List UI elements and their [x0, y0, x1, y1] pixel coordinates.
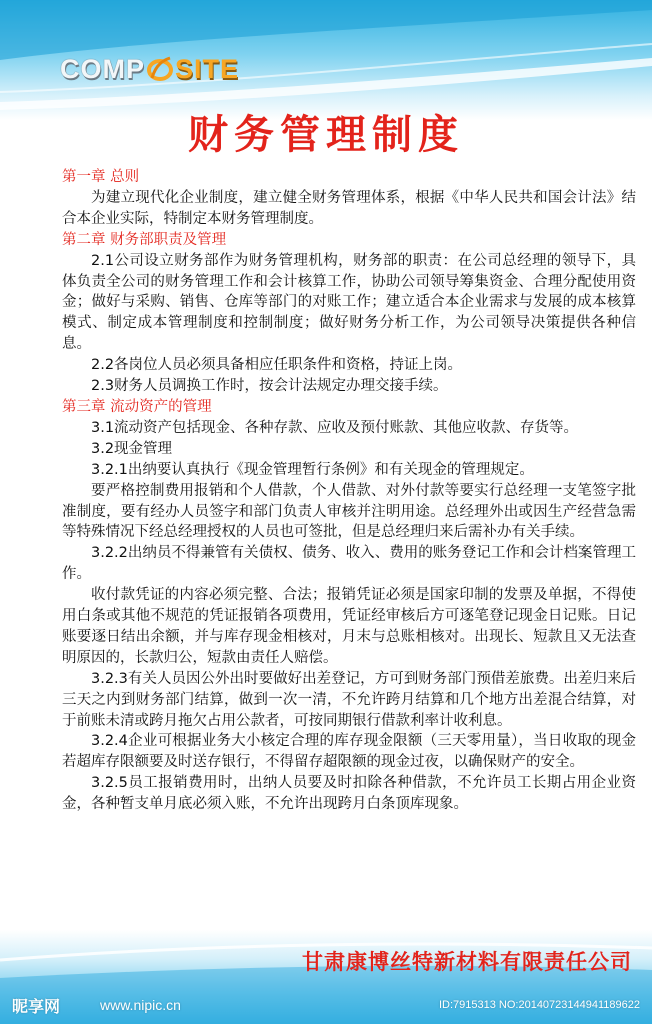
body-paragraph: 2.1公司设立财务部作为财务管理机构，财务部的职责：在公司总经理的领导下，具体负责全公司的财务管理工作和会计核算工作，协助公司领导筹集资金、合理分配使用资金；做好与采购、销售、仓库等部门的对账工作；建立适合本企业需求与发展的成本核算模式、制定成本管理制度和控制制度；做好财务分析工作，为公司领导决策提供各种信息。 [62, 252, 636, 353]
body-paragraph: 3.1流动资产包括现金、各种存款、应收及预付账款、其他应收款、存货等。 [91, 419, 579, 436]
body-paragraph: 3.2.3有关人员因公外出时要做好出差登记，方可到财务部门预借差旅费。出差归来后三天之内到财务部门结算，做到一次一清，不允许跨月结算和几个地方出差混合结算，对于前账未清或跨月拖欠占用公款者，可按同期银行借款利率计收利息。 [62, 670, 636, 729]
body-paragraph: 3.2现金管理 [91, 440, 173, 457]
chapter-heading: 第三章 流动资产的管理 [62, 398, 212, 415]
body-paragraph: 3.2.1出纳要认真执行《现金管理暂行条例》和有关现金的管理规定。 [91, 461, 534, 478]
body-paragraph: 要严格控制费用报销和个人借款，个人借款、对外付款等要实行总经理一支笔签字批准制度，要有经办人员签字和部门负责人审核并注明用途。总经理外出或因生产经营急需等特殊情况下经总经理授权的人员也可签批，但是总经理归来后需补办有关手续。 [62, 482, 636, 541]
chapter-heading: 第一章 总则 [62, 169, 140, 185]
body-paragraph: 为建立现代化企业制度，建立健全财务管理体系，根据《中华人民共和国会计法》结合本企业实际，特制定本财务管理制度。 [62, 189, 636, 227]
logo-text-left: COMP [60, 54, 145, 84]
body-paragraph: 收付款凭证的内容必须完整、合法；报销凭证必须是国家印制的发票及单据，不得使用白条或其他不规范的凭证报销各项费用，凭证经审核后方可逐笔登记现金日记账。日记账要逐日结出余额，并与库存现金相核对，月末与总账相核对。出现长、短款且又无法查明原因的，长款归公，短款由责任人赔偿。 [62, 587, 636, 666]
page-title: 财务管理制度 [188, 111, 464, 158]
document-body [62, 167, 636, 815]
body-paragraph: 2.2各岗位人员必须具备相应任职条件和资格，持证上岗。 [91, 357, 463, 374]
watermark-logo: 昵享网 [12, 997, 61, 1016]
chapter-heading: 第二章 财务部职责及管理 [62, 231, 227, 248]
logo-text-right: SITE [175, 54, 240, 84]
body-paragraph: 3.2.2出纳员不得兼管有关债权、债务、收入、费用的账务登记工作和会计档案管理工作。 [62, 545, 636, 583]
body-paragraph: 3.2.5员工报销费用时，出纳人员要及时扣除各种借款，不允许员工长期占用企业资金，各种暂支单月底必须入账，不允许出现跨月白条顶库现象。 [62, 775, 636, 813]
company-name: 甘肃康博丝特新材料有限责任公司 [302, 950, 632, 974]
body-paragraph: 3.2.4企业可根据业务大小核定合理的库存现金限额（三天零用量），当日收取的现金若超库存限额要及时送存银行，不得留存超限额的现金过夜，以确保财产的安全。 [62, 733, 636, 771]
watermark-id: ID:7915313 NO:20140723144941189622 [438, 999, 640, 1011]
composite-logo [60, 52, 239, 86]
logo-swirl-icon [146, 54, 174, 84]
body-paragraph: 2.3财务人员调换工作时，按会计法规定办理交接手续。 [91, 378, 448, 395]
watermark-url[interactable]: www.nipic.cn [100, 997, 181, 1013]
